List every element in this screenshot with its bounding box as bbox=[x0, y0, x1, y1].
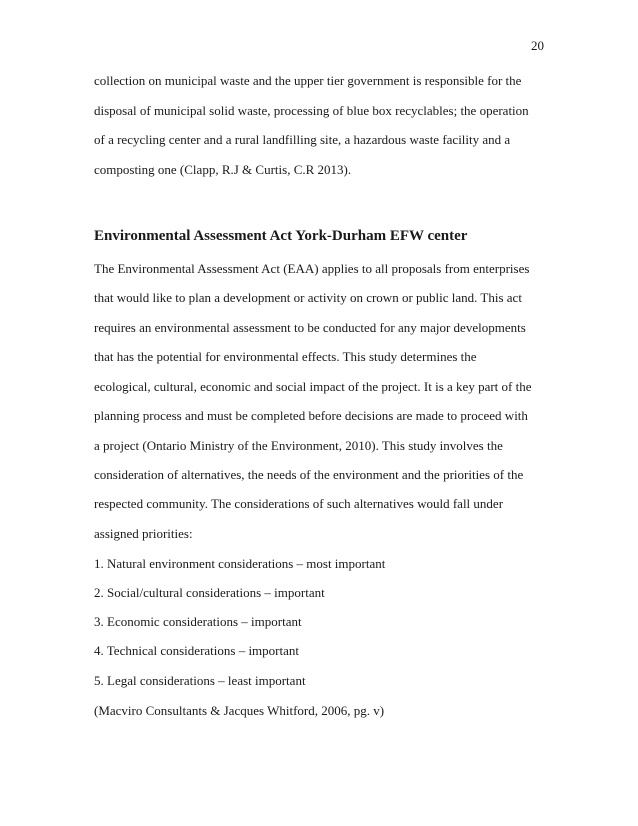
intro-line: of a recycling center and a rural landfilling site, a hazardous waste facility and a bbox=[94, 132, 511, 147]
citation: (Macviro Consultants & Jacques Whitford, 2006, pg. v) bbox=[94, 703, 385, 718]
body-line: respected community. The considerations of such alternatives would fall under bbox=[94, 496, 504, 511]
intro-line: composting one (Clapp, R.J & Curtis, C.R 2013). bbox=[94, 162, 352, 177]
body-line: consideration of alternatives, the needs of the environment and the priorities of the bbox=[94, 467, 524, 482]
priority-list-item: 2. Social/cultural considerations – important bbox=[94, 585, 325, 600]
priority-list-item: 4. Technical considerations – important bbox=[94, 643, 299, 658]
page-number: 20 bbox=[531, 38, 544, 53]
body-line: ecological, cultural, economic and social impact of the project. It is a key part of the bbox=[94, 379, 532, 394]
body-line: The Environmental Assessment Act (EAA) applies to all proposals from enterprises bbox=[94, 261, 530, 276]
body-line: a project (Ontario Ministry of the Environment, 2010). This study involves the bbox=[94, 438, 503, 453]
priority-list-item: 5. Legal considerations – least important bbox=[94, 673, 306, 688]
intro-line: disposal of municipal solid waste, processing of blue box recyclables; the operation bbox=[94, 103, 529, 118]
priority-list-item: 1. Natural environment considerations – most important bbox=[94, 556, 386, 571]
body-line: requires an environmental assessment to be conducted for any major developments bbox=[94, 320, 526, 335]
body-line: that would like to plan a development or activity on crown or public land. This act bbox=[94, 290, 522, 305]
priority-list-item: 3. Economic considerations – important bbox=[94, 614, 302, 629]
body-line: assigned priorities: bbox=[94, 526, 193, 541]
section-heading: Environmental Assessment Act York-Durham EFW center bbox=[94, 228, 468, 244]
body-line: planning process and must be completed before decisions are made to proceed with bbox=[94, 408, 528, 423]
body-line: that has the potential for environmental effects. This study determines the bbox=[94, 349, 477, 364]
intro-line: collection on municipal waste and the upper tier government is responsible for the bbox=[94, 73, 522, 88]
